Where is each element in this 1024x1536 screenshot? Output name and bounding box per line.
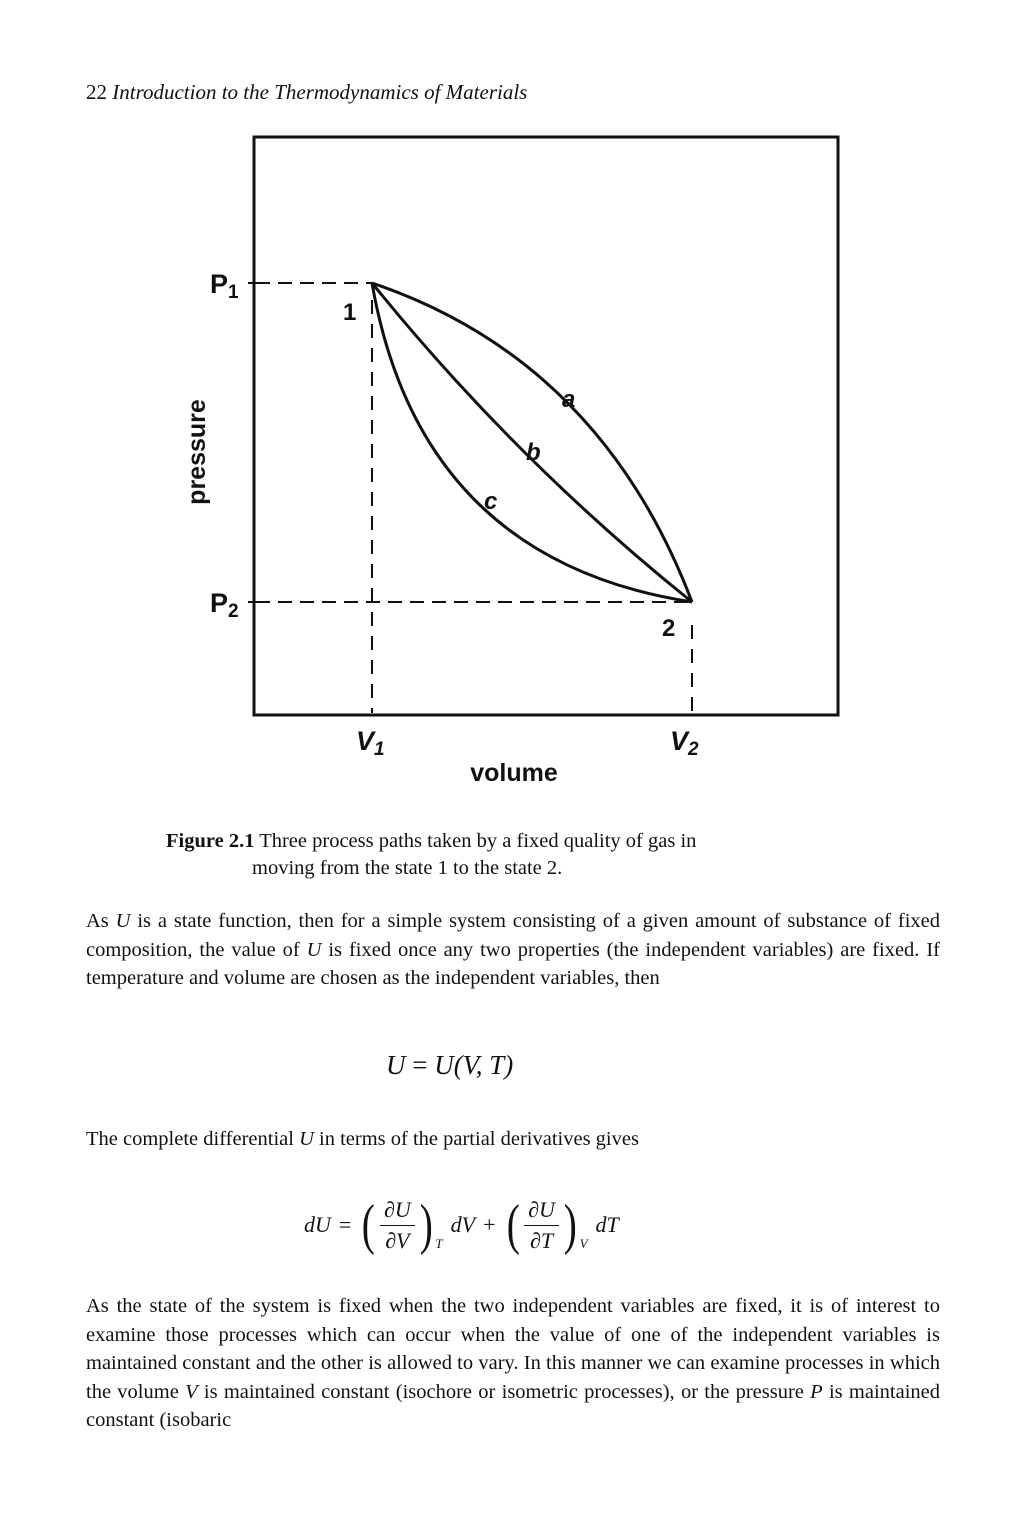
x-axis-label: volume (470, 759, 558, 787)
para3-text-3: is maintained constant (isobaric (86, 1380, 940, 1431)
partial-u-partial-t (524, 1197, 559, 1254)
para1-text-3: is fixed once any two properties (the independent variables) are fixed. If temperature and volume are chosen as the independent variables, then (86, 938, 940, 989)
eq1-lhs: U (386, 1050, 406, 1080)
eq2-den-2: ∂T (529, 1227, 554, 1253)
caption-line-1: Three process paths taken by a fixed quality of gas in (254, 830, 697, 852)
eq2-num-2: ∂U (524, 1197, 559, 1226)
para3-text-2: is maintained constant (isochore or isometric processes), or the pressure (197, 1380, 811, 1403)
eq1-rhs: U(V, T) (434, 1050, 514, 1080)
eq1-equals: = (405, 1050, 435, 1080)
eq2-sub-v: V (579, 1236, 588, 1251)
caption-line-2: moving from the state 1 to the state 2. (252, 857, 563, 879)
para2-text-2: in terms of the partial derivatives gives (313, 1128, 639, 1150)
paragraph-1 (86, 907, 940, 993)
v1-label: V1 (356, 726, 385, 760)
paragraph-2 (86, 1125, 940, 1154)
eq2-lparen-1: ( (362, 1194, 376, 1256)
eq2-lhs: dU (304, 1212, 331, 1237)
eq2-plus: + (483, 1212, 496, 1237)
para1-text-1: As (86, 910, 116, 932)
eq2-num-1: ∂U (380, 1197, 415, 1226)
plot-frame (254, 137, 838, 715)
partial-u-partial-v (380, 1197, 415, 1254)
para2-text-1: The complete differential (86, 1128, 300, 1150)
path-c-label: c (484, 488, 498, 515)
p2-label: P2 (210, 588, 239, 622)
state-1-label: 1 (343, 299, 357, 326)
eq2-den-1: ∂V (385, 1227, 410, 1253)
para1-text-2: is a state function, then for a simple system consisting of a given amount of substance of fixed composition, the value of (86, 910, 940, 961)
para3-var-p: P (810, 1380, 823, 1403)
eq2-rparen-2: ) (563, 1194, 577, 1256)
y-axis-label: pressure (183, 399, 211, 505)
state-2-label: 2 (662, 615, 676, 642)
eq2-rparen-1: ) (419, 1194, 433, 1256)
path-b-label: b (526, 439, 541, 466)
path-a-label: a (562, 386, 576, 413)
para3-text-1: As the state of the system is fixed when the two independent variables are fixed, it is of interest to examine those processes which can occur when the value of one of the independent variables is maintained constant and the other is allowed to vary. In this manner we can examine processes in which the volume (86, 1295, 940, 1403)
para1-var-u: U (115, 910, 131, 932)
v2-label: V2 (670, 726, 699, 760)
caption-label: Figure 2.1 (166, 830, 255, 852)
eq2-sub-t: T (435, 1236, 443, 1251)
para3-var-v: V (185, 1380, 198, 1403)
eq2-dt: dT (595, 1212, 619, 1237)
paragraph-3 (86, 1292, 940, 1435)
book-title: Introduction to the Thermodynamics of Materials (112, 80, 528, 104)
figure-caption (166, 828, 806, 882)
p1-label: P1 (210, 269, 239, 303)
equation-state-function (386, 1050, 513, 1081)
para2-var-u: U (299, 1128, 314, 1150)
eq2-lparen-2: ( (506, 1194, 520, 1256)
page-number: 22 (86, 80, 107, 104)
eq2-equals: = (338, 1212, 352, 1237)
equation-complete-differential (304, 1190, 619, 1260)
eq2-dv: dV (450, 1212, 476, 1237)
para1-var-u-2: U (306, 938, 322, 961)
